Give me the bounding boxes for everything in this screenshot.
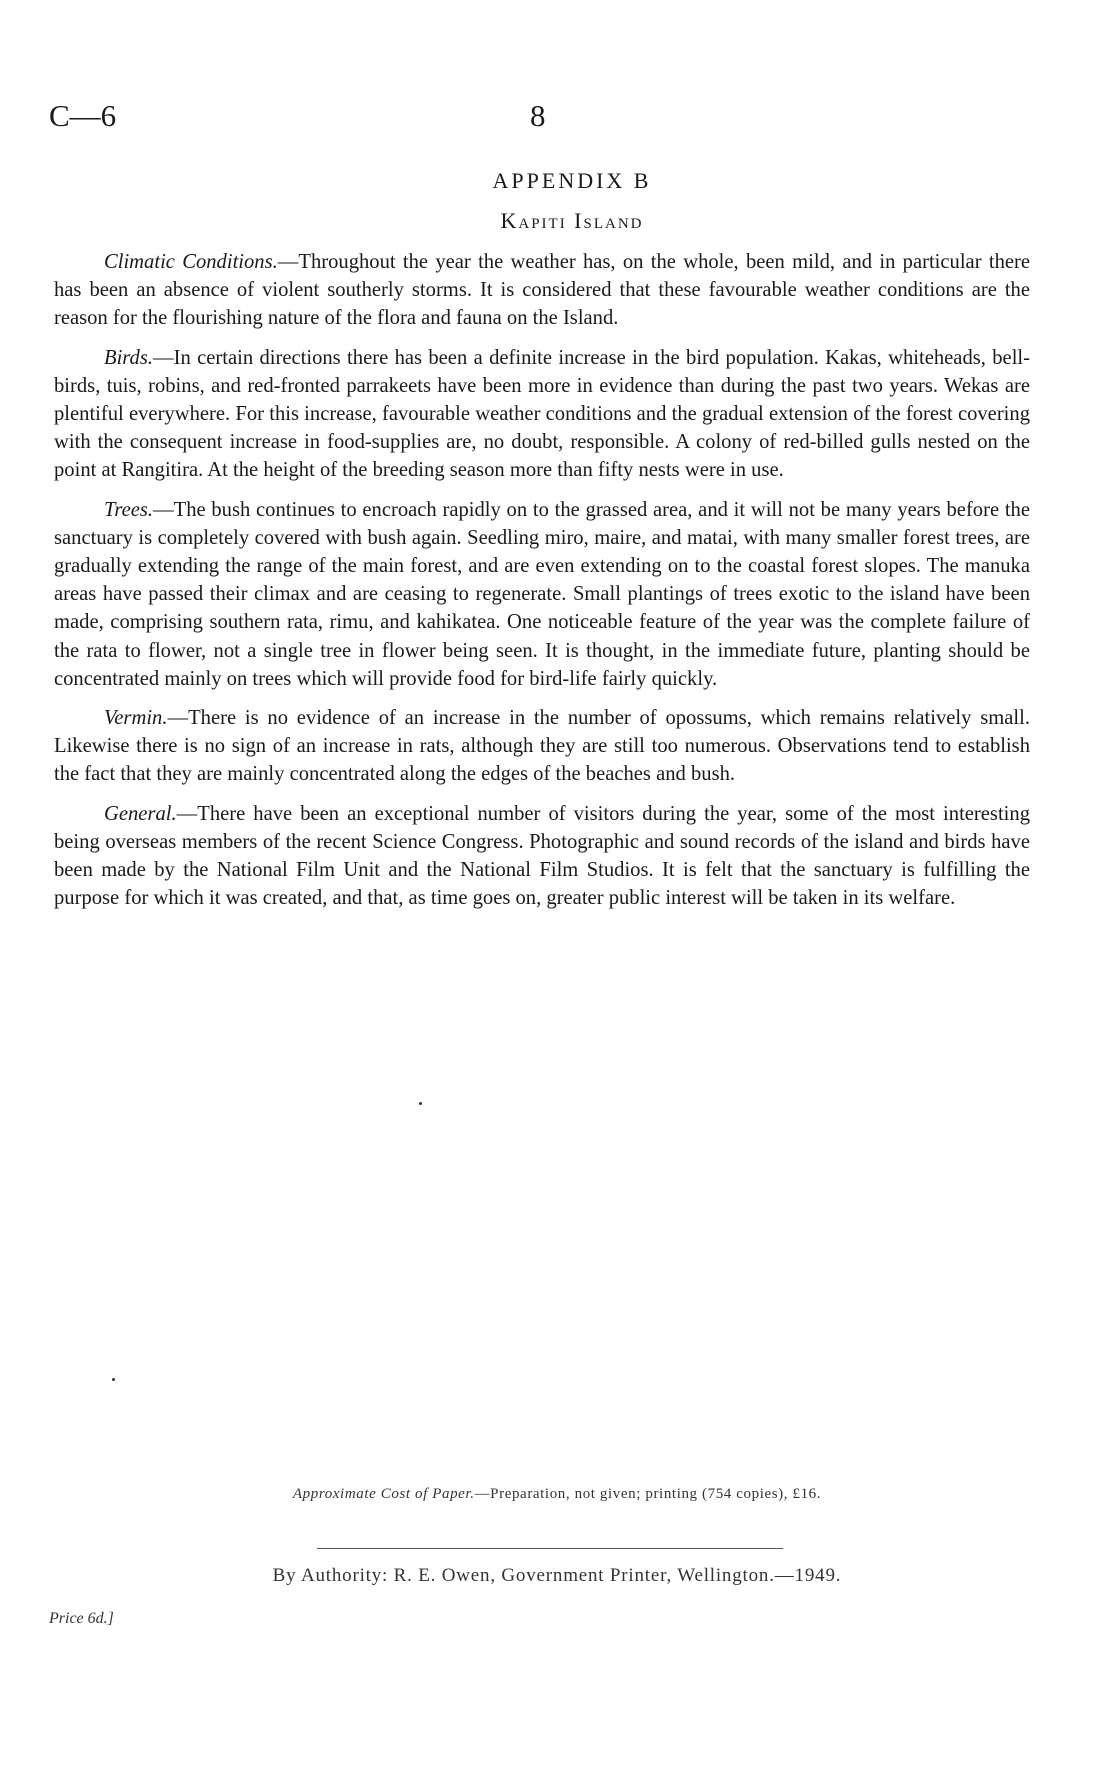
paragraph-birds: [54, 344, 1030, 485]
paragraph-heading: Birds.: [104, 346, 154, 369]
paragraph-heading: Trees.: [104, 498, 154, 521]
document-reference: C—6: [49, 98, 117, 133]
paragraph-heading: Climatic Conditions.: [104, 251, 278, 273]
paragraph-text: —Throughout the year the weather has, on the whole, been mild, and in particular there has been an absence of violent southerly storms. It is considered that these favourable weather conditions are the reason for the flourishing nature of the flora and fauna on the Island.: [54, 251, 1030, 330]
cost-label: Approximate Cost of Paper.: [292, 1486, 475, 1502]
stray-mark: [112, 1378, 115, 1381]
body-text: [54, 248, 1030, 923]
appendix-title: APPENDIX B: [492, 168, 652, 193]
paragraph-text: —In certain directions there has been a definite increase in the bird population. Kakas, whiteheads, bell-birds, tuis, robins, and red-fronted parrakeets have been more in evidence than during the past two years. Wekas are plentiful everywhere. For this increase, favourable weather conditions and the gradual extension of the forest covering with the consequent increase in food-supplies are, no doubt, responsible. A colony of red-billed gulls nested on the point at Rangitira. At the height of the breeding season more than fifty nests were in use.: [54, 346, 1030, 482]
price-note: Price 6d.]: [49, 1610, 114, 1627]
cost-text: —Preparation, not given; printing (754 copies), £16.: [474, 1486, 822, 1502]
page-header: [0, 98, 1114, 138]
paragraph-text: —The bush continues to encroach rapidly on to the grassed area, and it will not be many years before the sanctuary is completely covered with bush again. Seedling miro, maire, and matai, with many smaller forest trees, are gradually extending the range of the main forest, and are even extending on to the coastal forest slopes. The manuka areas have passed their climax and are ceasing to regenerate. Small plantings of trees exotic to the island have been made, comprising southern rata, rimu, and kahikatea. One noticeable feature of the year was the complete failure of the rata to flower, not a single tree in flower being seen. It is thought, in the immediate future, planting should be concentrated mainly on trees which will provide food for bird-life fairly quickly.: [54, 498, 1030, 690]
paragraph-heading: General.: [104, 802, 177, 825]
printer-authority-line: By Authority: R. E. Owen, Government Printer, Wellington.—1949.: [272, 1565, 842, 1586]
paragraph-climatic-conditions: [54, 248, 1030, 333]
title-block: [0, 168, 1114, 234]
cost-of-paper-line: [0, 1486, 1114, 1503]
paragraph-vermin: [54, 704, 1030, 789]
paragraph-text: —There is no evidence of an increase in the number of opossums, which remains relatively small. Likewise there is no sign of an increase in rats, although they are still too numerous. Observations tend to establish the fact that they are mainly concentrated along the edges of the beaches and bush.: [54, 707, 1030, 786]
stray-mark: [419, 1102, 422, 1105]
footer-rule: [317, 1548, 783, 1549]
paragraph-general: [54, 800, 1030, 913]
page-number: 8: [530, 98, 546, 133]
section-title: Kapiti Island: [500, 208, 644, 233]
paragraph-text: —There have been an exceptional number of visitors during the year, some of the most interesting being overseas members of the recent Science Congress. Photographic and sound records of the island and birds have been made by the National Film Unit and the National Film Studios. It is felt that the sanctuary is fulfilling the purpose for which it was created, and that, as time goes on, greater public interest will be taken in its welfare.: [54, 802, 1030, 910]
paragraph-heading: Vermin.: [104, 707, 168, 730]
paragraph-trees: [54, 496, 1030, 693]
